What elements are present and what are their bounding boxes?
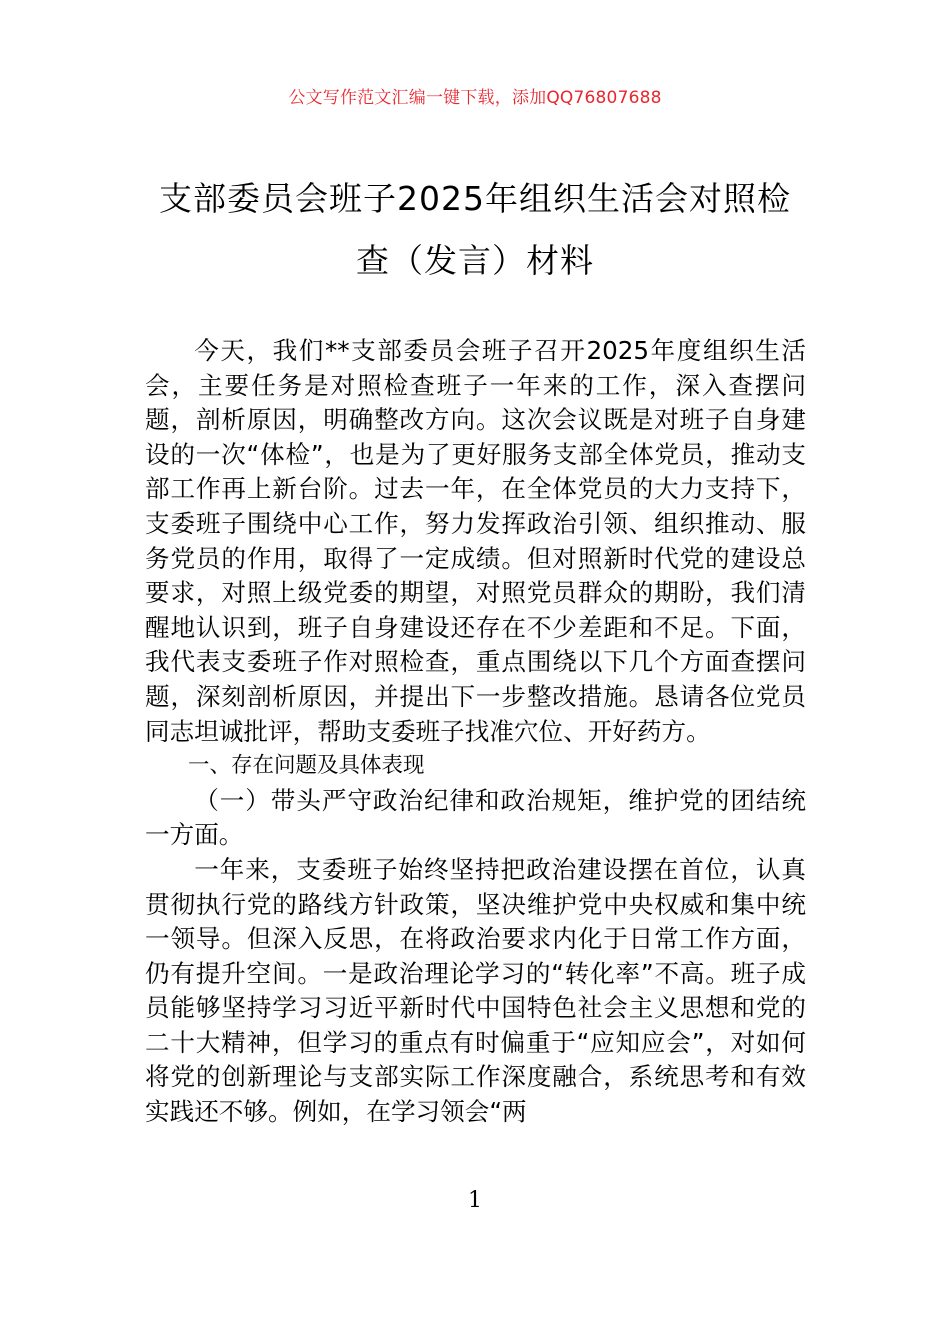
document-body [145,334,806,1130]
subsection-paragraph: 一年来，支委班子始终坚持把政治建设摆在首位，认真贯彻执行党的路线方针政策，坚决维护党中央权威和集中统一领导。但深入反思，在将政治要求内化于日常工作方面，仍有提升空间。一是政治理论学习的“转化率”不高。班子成员能够坚持学习习近平新时代中国特色社会主义思想和党的二十大精神，但学习的重点有时偏重于“应知应会”，对如何将党的创新理论与支部实际工作深度融合，系统思考和有效实践还不够。例如，在学习领会“两 [145,854,806,1127]
document-title [120,168,830,292]
section-heading: 一、存在问题及具体表现 [188,753,425,779]
subsection-heading: （一）带头严守政治纪律和政治规矩，维护党的团结统一方面。 [145,785,806,850]
intro-paragraph: 今天，我们**支部委员会班子召开2025年度组织生活会，主要任务是对照检查班子一年来的工作，深入查摆问题，剖析原因，明确整改方向。这次会议既是对班子自身建设的一次“体检”，也是为了更好服务支部全体党员，推动支部工作再上新台阶。过去一年，在全体党员的大力支持下，支委班子围绕中心工作，努力发挥政治引领、组织推动、服务党员的作用，取得了一定成绩。但对照新时代党的建设总要求，对照上级党委的期望，对照党员群众的期盼，我们清醒地认识到，班子自身建设还存在不少差距和不足。下面，我代表支委班子作对照检查，重点围绕以下几个方面查摆问题，深刻剖析原因，并提出下一步整改措施。恳请各位党员同志坦诚批评，帮助支委班子找准穴位、开好药方。 [145,336,806,746]
title-line-1: 支部委员会班子2025年组织生活会对照检 [159,179,791,218]
page-number: 1 [468,1188,482,1213]
promo-line: 公文写作范文汇编一键下载，添加QQ76807688 [288,88,662,108]
title-line-2: 查（发言）材料 [356,241,594,280]
